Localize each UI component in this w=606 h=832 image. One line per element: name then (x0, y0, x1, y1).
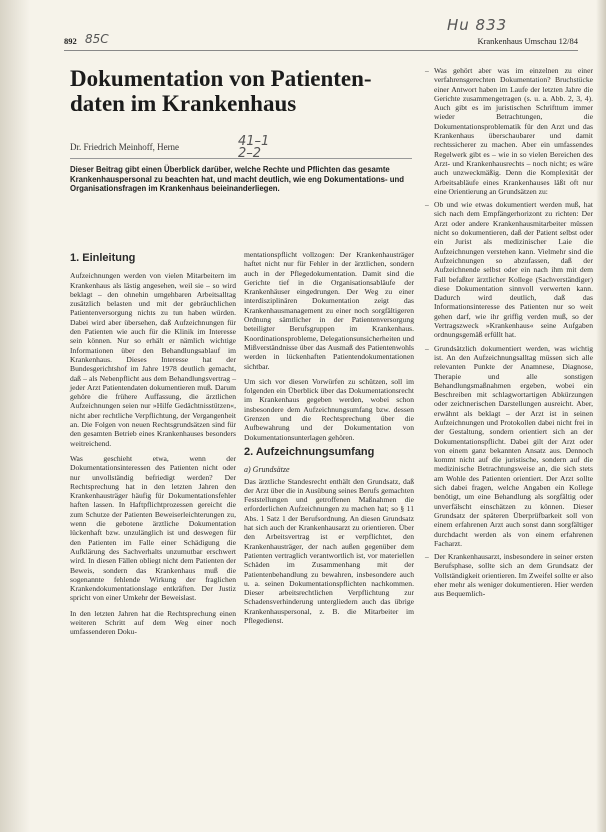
text-column-2 (244, 250, 414, 631)
paragraph: mentationspflicht vollzogen: Der Krankenhausträger haftet nicht nur für Fehler in der ärztlichen, sondern auch in der Pflegedokumentation. Damit sind die Gerichte tief in die Organisationsabläufe der Krankenhäuser eingedrungen. Der Weg zu einer interdisziplinären Dokumentation zeigt das Krankenhausmanagement zu einer noch sorgfältigeren Ordnung sämtlicher in der Patientenversorgung beteiligter Berufsgruppen im Krankenhaus. Koordinationsprobleme, Delegationsunsicherheiten und Mißverständnisse über das Ausmaß des Patientenwohls werden in lückenhaften Patientendokumentationen sichtbar. (244, 250, 414, 371)
article-author: Dr. Friedrich Meinhoff, Herne (70, 142, 180, 152)
page-number: 892 (64, 36, 77, 46)
bullet-paragraph: – Was gehört aber was im einzelnen zu einer verfahrensgerechten Dokumentation? Bruchstücke einer Antwort haben im Laufe der letzten Jahre die Gerichte zusammengetragen (s. u. a. Abb. 2, 3, 4). Auch gibt es im juristischen Schrifttum immer wieder Betrachtungen, die Dokumentationsproblematik für den Arzt und das Krankenhaus überschaubarer und damit rechtssicherer zu machen. Aber ein umfassendes Regelwerk gibt es – wie in so vielen Bereichen des Arzt- und Krankenhausrechts – noch nicht; es wäre auch unzweckmäßig. Denn die Komplexität der Arbeitsabläufe eines Krankenhauses läßt oft nur eine Orientierung an Grundsätzen zu: (425, 66, 593, 196)
bullet-paragraph: – Der Krankenhausarzt, insbesondere in seiner ersten Berufsphase, sollte sich an dem Grundsatz der Vollständigkeit orientieren. Im Zweifel sollte er also eher mehr als weniger dokumentieren. Hier werden aus Bequemlich- (425, 552, 593, 598)
page-edge-shadow (596, 0, 606, 832)
binding-shadow (0, 0, 30, 832)
paragraph: Was geschieht etwa, wenn der Dokumentationsinteressen des Patienten nicht oder nur unvollständig befriedigt werden? Der Rechtsprechung hat in den letzten Jahren den Krankenhausträger häufig für Dokumentationsfehler haften lassen. In Haftpflichtprozessen gereicht die zum Schutze der Patienten Beweiserleichterungen zu, wenn die gebotene ärztliche Dokumentation lückenhaft bzw. unzulänglich ist und deswegen für den Patienten im Falle einer Schädigung die Aufklärung des Sachverhalts unzumutbar erschwert wird. In diesen Fällen obliegt nicht dem Patienten der Beweis, sondern das Krankenhaus muß die sogenannte fehlende Wirkung der fraglichen Krankendokumentationslage entkräften. Der Justiz spricht von einer Umkehr der Beweislast. (70, 453, 236, 603)
journal-name: Krankenhaus Umschau 12/84 (477, 36, 578, 46)
text-column-1 (70, 250, 236, 643)
paragraph: Aufzeichnungen werden von vielen Mitarbeitern im Krankenhaus als lästig angesehen, weil sie – so wird beklagt – den ohnehin umgehbaren Arbeitsalltag zusätzlich belasten und mit der gebräuchlichen Patientenversorgung nichts zu tun haben würden. Dabei wird aber übersehen, daß Aufzeichnungen für den Patienten wie auch für die Klinik im Interesse sein können. Nur so erhält er nämlich wichtige Informationen über den Behandlungsablauf im Krankenhaus. Dieses Interesse hat der Bundesgerichtshof im Jahre 1978 deutlich gemacht, daß – als Nebenpflicht aus dem Behandlungsvertrag – jeder Arzt Patientendaten dokumentieren muß. Darum gehöre die frühere Auffassung, die ärztlichen Aufzeichnungen seien nur »Hilfe Gedächtnisstützen«, nicht aber rechtliche Verpflichtung, der Vergangenheit an. Die Folgen von neuen Rechtsgrundsätzen sind für den gesamten Betrieb eines Krankenhauses besonders weitreichend. (70, 271, 236, 448)
paragraph: In den letzten Jahren hat die Rechtsprechung einen weiteren Schritt auf dem Weg einer noch umfassenderen Doku- (70, 608, 236, 637)
article-title: Dokumentation von Patientendaten im Krankenhaus (70, 66, 372, 116)
paragraph: Um sich vor diesen Vorwürfen zu schützen, soll im folgenden ein Überblick über das Dokumentationsrecht im Krankenhaus gegeben werden, wobei schon insbesondere dem Aufzeichnungsumfang bzw. dessen Grenzen und die Rechtsprechung über die Aufbewahrung und der Dokumentation von Dokumentationsunterlagen gehören. (244, 376, 414, 442)
article-abstract: Dieser Beitrag gibt einen Überblick darüber, welche Rechte und Pflichten das gesamte Krankenhauspersonal zu beachten hat, und macht deutlich, wie eng Dokumentations- und Organisationsfragen im Krankenhaus beieinanderliegen. (70, 158, 412, 194)
bullet-paragraph: – Grundsätzlich dokumentiert werden, was wichtig ist. An den Aufzeichnungsalltag müssen sich alle relevanten Punkte der Anamnese, Diagnose, Therapie und alle sonstigen Behandlungsmaßnahmen ergeben, wobei ein Beschreiben mit schlagwortartigen Abkürzungen oder zeichnerischen Darstellungen ausreicht. Aber, erwähnt als beklagt – der Arzt ist in seinen Aufzeichnungen und Protokollen dabei nicht frei in der Gestaltung, sondern orientiert sich an der Dokumentationspflicht. Dabei gilt der Arzt oder von einem ganz bekannten Ansatz aus. Dennoch kommt nicht auf die juristische, sondern auf die medizinische Betrachtungsweise an, die sich stets am Wohle des Patienten orientiert. Der Arzt sollte sich dabei fragen, welche Angaben ein Kollege benötigt, um eine Behandlung als sorgfältig oder unverfälscht einschätzen zu können. Dieser Grundsatz der späteren Überprüfbarkeit soll von einem erfahrenen Arzt auch sonst dann sorgfältiger durchdacht werden als von einem erfahrenen Facharzt. (425, 344, 593, 549)
bullet-paragraph: – Ob und wie etwas dokumentiert werden muß, hat sich nach dem Empfängerhorizont zu richten: Der Arzt oder andere Krankenhausmitarbeiter müssen nicht so dokumentieren, daß der Patient selbst oder ein Jurist als medizinischer Laie die Aufzeichnungen verstehen kann. Vielmehr sind die Aufzeichnungen so abzufassen, daß der Aufzeichnende selbst oder ein nach ihm mit dem Fall befaßter ärztlicher Kollege (Sachverständiger) diese Dokumentation sinnvoll verwerten kann. Dadurch wird deutlich, daß das Informationsinteresse des Patienten nur so weit gehen darf, wie ihr griffig verden muß, so der Vertragszweck »Krankenhaus« seine Aufgaben ordnungsgemäß erfüllt hat. (425, 200, 593, 339)
section-heading-aufzeichnungsumfang: 2. Aufzeichnungsumfang (244, 445, 375, 458)
section-heading-einleitung: 1. Einleitung (70, 252, 136, 264)
paragraph: Das ärztliche Standesrecht enthält den Grundsatz, daß der Arzt über die in Ausübung seines Berufs gemachten Feststellungen und getroffenen Maßnahmen die erforderlichen Aufzeichnungen zu machen hat; so § 11 Abs. 1 Satz 1 der Berufsordnung. An diesen Grundsatz hat sich auch der Krankenhausarzt zu orientieren. Über den Arbeitsvertrag ist er verpflichtet, den Krankenhausträger, der nach außen gegenüber dem Patienten vertraglich verantwortlich ist, vor materiellen Schäden im Zusammenhang mit der Patientenbehandlung zu bewahren, insbesondere auch u. a. seinen Dokumentationspflichten nachkommen. Dieser arbeitsrechtlichen Verpflichtung zur Schadensverhinderung untergliedern auch das übrige Krankenhauspersonal, z. B. die Mitarbeiter im Pflegedienst. (244, 476, 414, 625)
running-header (64, 36, 578, 51)
handwritten-margin-note: 41–1 2–2 (238, 134, 270, 161)
text-column-3 (425, 66, 593, 603)
handwritten-page-note: 85C (85, 32, 109, 46)
subsection-heading-grundsaetze: a) Grundsätze (244, 465, 290, 475)
handwritten-archive-number: Hu 833 (447, 16, 508, 34)
